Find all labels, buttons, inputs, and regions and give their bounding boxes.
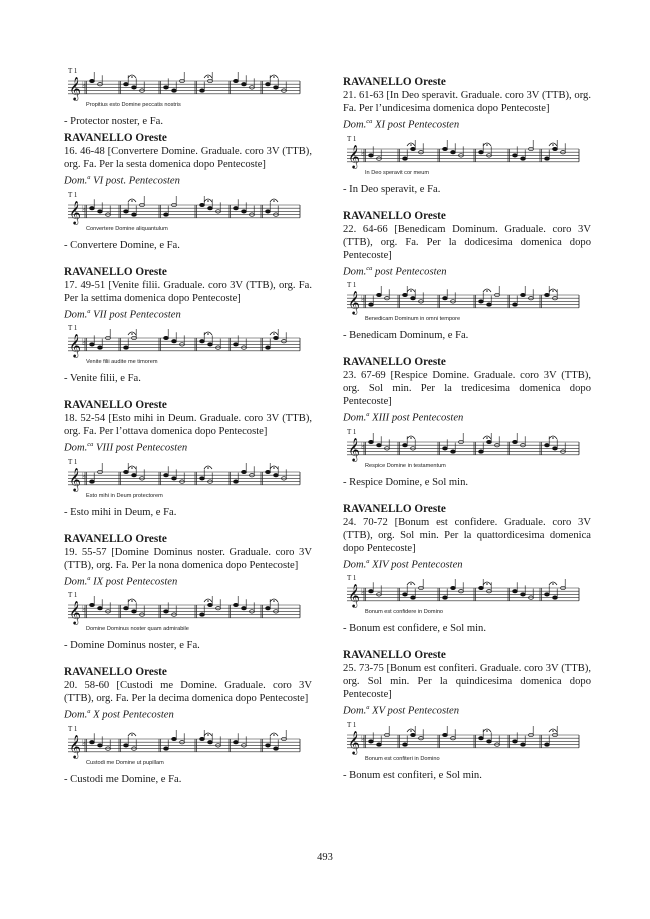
fermata-dot (207, 600, 209, 602)
dom-suffix: VI post. Pentecosten (90, 175, 180, 187)
note-head (98, 743, 103, 746)
note-head (172, 737, 177, 740)
liturgical-occasion (64, 572, 312, 589)
music-incipit (343, 574, 583, 620)
incipit-text: - Benedicam Dominum, e Fa. (343, 330, 469, 342)
dom-prefix: Dom. (343, 559, 367, 571)
incipit-lyric: Domine Dominus noster quam admirabile (86, 626, 189, 633)
note-head (164, 336, 169, 339)
fermata-dot (552, 437, 554, 439)
note-head (98, 607, 103, 610)
dom-prefix: Dom. (64, 576, 88, 588)
note-head (200, 613, 205, 616)
composer-name: RAVANELLO Oreste (343, 649, 446, 662)
note-head (234, 603, 239, 606)
composer-name: RAVANELLO Oreste (64, 132, 167, 144)
fermata-dot (131, 76, 133, 78)
dom-superscript: a (87, 174, 91, 181)
voice-label: T 1 (347, 134, 357, 143)
catalog-entry (343, 76, 591, 196)
note-head (266, 346, 271, 349)
note-head (208, 206, 213, 209)
note-head (164, 212, 169, 215)
fermata-dot (131, 600, 133, 602)
entry-description: 18. 52-54 [Esto mihi in Deum. Graduale. coro 3V (TTB), org. Fa. Per l’ottava domenica dopo Pentecoste] (64, 413, 312, 438)
note-head (513, 303, 518, 306)
dom-prefix: Dom. (64, 309, 88, 321)
fermata-dot (273, 200, 275, 202)
catalog-entry (343, 649, 591, 782)
note-head (124, 83, 129, 86)
incipit-text: - Bonum est confidere, e Sol min. (343, 623, 486, 635)
dom-prefix: Dom. (343, 705, 367, 717)
note-head (200, 89, 205, 92)
note-head (242, 607, 247, 610)
note-head (200, 203, 205, 206)
flat-icon: ♭ (82, 204, 87, 215)
music-incipit (343, 721, 583, 767)
note-head (369, 590, 374, 593)
incipit-lyric: Benedicam Dominum in omni tempore (365, 316, 461, 323)
note-head (90, 79, 95, 82)
fermata-dot (207, 76, 209, 78)
fermata-dot (486, 730, 488, 732)
fermata-dot (131, 333, 133, 335)
treble-clef-icon: 𝄞 (348, 290, 360, 315)
voice-label: T 1 (347, 574, 357, 583)
fermata-dot (273, 76, 275, 78)
note-head (403, 156, 408, 159)
incipit-lyric: Bonum est confiteri in Domino (365, 755, 440, 762)
note-head (513, 153, 518, 156)
note-head (234, 79, 239, 82)
dom-suffix: post Pentecosten (372, 266, 447, 278)
note-head (132, 610, 137, 613)
note-head (200, 476, 205, 479)
note-head (200, 340, 205, 343)
note-head (90, 206, 95, 209)
note-head (90, 740, 95, 743)
note-head (487, 303, 492, 306)
dom-suffix: VII post Pentecosten (90, 309, 181, 321)
fermata-dot (552, 583, 554, 585)
note-head (124, 209, 129, 212)
note-head (443, 297, 448, 300)
dom-superscript: a (366, 704, 370, 712)
entry-15-tail (64, 67, 312, 128)
fermata-dot (410, 730, 412, 732)
note-head (234, 343, 239, 346)
note-head (443, 733, 448, 736)
note-head (274, 747, 279, 750)
note-head (487, 739, 492, 742)
incipit-text: - Bonum est confiteri, e Sol min. (343, 769, 482, 781)
incipit-lyric: Propitius esto Domine peccatis nostris (86, 102, 181, 108)
note-head (403, 293, 408, 296)
entry-description: 21. 61-63 [In Deo speravit. Graduale. coro 3V (TTB), org. Fa. Per l’undicesima domenica dopo Pentecoste] (343, 90, 591, 114)
entry-description: 19. 55-57 [Domine Dominus noster. Graduale. coro 3V (TTB), org. Fa. Per la nona domenica dopo Pentecoste] (64, 546, 312, 571)
note-head (266, 470, 271, 473)
right-entries (343, 76, 591, 782)
note-head (443, 446, 448, 449)
note-head (124, 346, 129, 349)
dom-superscript: a (366, 411, 370, 419)
treble-clef-icon: 𝄞 (348, 729, 360, 754)
fermata-dot (273, 467, 275, 469)
note-head (479, 586, 484, 589)
note-head (451, 586, 456, 589)
dom-prefix: Dom. (343, 266, 367, 278)
composer-name: RAVANELLO Oreste (64, 666, 167, 679)
dom-superscript: ca (87, 441, 94, 449)
music-incipit (64, 191, 304, 237)
note-head (513, 739, 518, 742)
note-head (513, 590, 518, 593)
note-head (242, 470, 247, 473)
treble-clef-icon: 𝄞 (348, 583, 360, 608)
dom-suffix: XV post Pentecosten (369, 705, 460, 717)
treble-clef-icon: 𝄞 (348, 436, 360, 461)
page-number: 493 (317, 852, 333, 863)
note-head (403, 593, 408, 596)
incipit-text: - Venite filii, e Fa. (64, 373, 141, 385)
note-head (479, 150, 484, 153)
voice-label: T 1 (68, 724, 78, 733)
music-incipit (343, 135, 583, 181)
catalog-entry (343, 210, 591, 343)
note-head (479, 300, 484, 303)
entry-description: 16. 46-48 [Convertere Domine. Graduale. coro 3V (TTB), org. Fa. Per la sesta domenica dopo Pentecoste] (64, 146, 312, 170)
dom-suffix: IX post Pentecosten (90, 576, 178, 588)
dom-suffix: XIII post Pentecosten (369, 412, 464, 424)
flat-icon: ♭ (82, 338, 87, 349)
voice-label: T 1 (347, 720, 357, 729)
note-head (90, 479, 95, 482)
composer-name: RAVANELLO Oreste (64, 399, 167, 412)
treble-clef-icon: 𝄞 (69, 76, 81, 100)
treble-clef-icon: 𝄞 (69, 199, 81, 224)
note-head (234, 206, 239, 209)
note-head (172, 340, 177, 343)
incipit-text: - Esto mihi in Deum, e Fa. (64, 506, 177, 518)
note-head (208, 343, 213, 346)
fermata-dot (207, 734, 209, 736)
dom-suffix: XI post Pentecosten (372, 119, 460, 131)
note-head (266, 607, 271, 610)
entry-description: 17. 49-51 [Venite filii. Graduale. coro 3V (TTB), org. Fa. Per la settima domenica dopo Pentecoste] (64, 279, 312, 304)
flat-icon: ♭ (82, 471, 87, 482)
fermata-dot (552, 144, 554, 146)
composer-name: RAVANELLO Oreste (64, 265, 167, 278)
treble-clef-icon: 𝄞 (69, 733, 81, 758)
incipit-lyric: Convertere Domine aliquantulum (86, 225, 168, 232)
entry-description: 22. 64-66 [Benedicam Dominum. Graduale. coro 3V (TTB), org. Fa. Per la dodicesima domenica dopo Pentecoste] (343, 223, 591, 261)
note-head (545, 156, 550, 159)
incipit-lyric: Respice Domine in testamentum (365, 462, 446, 469)
liturgical-occasion (64, 305, 312, 322)
liturgical-occasion (64, 705, 312, 722)
liturgical-occasion (343, 262, 591, 279)
note-head (369, 153, 374, 156)
dom-prefix: Dom. (64, 175, 88, 187)
note-head (98, 209, 103, 212)
liturgical-occasion (343, 115, 591, 132)
incipit-text: - Domine Dominus noster, e Fa. (64, 640, 200, 652)
fermata-dot (131, 467, 133, 469)
note-head (124, 607, 129, 610)
fermata-dot (207, 467, 209, 469)
note-head (411, 596, 416, 599)
note-head (266, 743, 271, 746)
note-head (479, 736, 484, 739)
treble-clef-icon: 𝄞 (69, 466, 81, 491)
note-head (487, 440, 492, 443)
dom-prefix: Dom. (343, 119, 367, 131)
note-head (377, 743, 382, 746)
dom-superscript: a (366, 557, 370, 565)
music-incipit (343, 281, 583, 327)
fermata-dot (486, 437, 488, 439)
entry-description: 25. 73-75 [Bonum est confiteri. Graduale. coro 3V (TTB), org. Sol min. Per la quindicesima domenica dopo Pentecoste] (343, 663, 591, 701)
fermata-dot (552, 730, 554, 732)
music-incipit (64, 458, 304, 504)
fermata-dot (410, 583, 412, 585)
voice-label: T 1 (68, 324, 78, 333)
note-head (266, 209, 271, 212)
note-head (164, 610, 169, 613)
note-head (200, 737, 205, 740)
flat-icon: ♭ (82, 81, 87, 91)
catalog-entry (64, 399, 312, 519)
dom-suffix: XIV post Pentecosten (369, 559, 463, 571)
note-head (132, 86, 137, 89)
note-head (242, 83, 247, 86)
note-head (208, 740, 213, 743)
fermata-dot (131, 200, 133, 202)
note-head (521, 293, 526, 296)
note-head (443, 147, 448, 150)
voice-label: T 1 (68, 190, 78, 199)
fermata-dot (410, 437, 412, 439)
composer-name: RAVANELLO Oreste (64, 532, 167, 545)
catalog-entry (343, 503, 591, 636)
note-head (521, 156, 526, 159)
catalog-entry (64, 266, 312, 386)
incipit-lyric: Bonum est confidere in Domino (365, 609, 444, 616)
incipit-text: - Protector noster, e Fa. (64, 116, 164, 127)
note-head (451, 449, 456, 452)
flat-icon: ♭ (361, 734, 366, 745)
note-head (545, 593, 550, 596)
composer-name: RAVANELLO Oreste (343, 209, 446, 222)
note-head (403, 443, 408, 446)
catalog-entry (64, 666, 312, 786)
note-head (411, 733, 416, 736)
note-head (451, 150, 456, 153)
note-head (369, 739, 374, 742)
note-head (90, 603, 95, 606)
flat-icon: ♭ (361, 588, 366, 599)
composer-name: RAVANELLO Oreste (343, 76, 446, 88)
dom-superscript: a (87, 307, 91, 315)
fermata-dot (131, 734, 133, 736)
incipit-text: - Respice Domine, e Sol min. (343, 476, 469, 488)
dom-superscript: ca (366, 118, 373, 125)
liturgical-occasion (64, 438, 312, 455)
liturgical-occasion (343, 408, 591, 425)
note-head (132, 212, 137, 215)
note-head (521, 593, 526, 596)
fermata-dot (207, 200, 209, 202)
fermata-dot (552, 290, 554, 292)
dom-prefix: Dom. (64, 442, 88, 454)
note-head (98, 346, 103, 349)
note-head (369, 440, 374, 443)
note-head (274, 473, 279, 476)
left-column (64, 64, 312, 800)
note-head (172, 89, 177, 92)
note-head (553, 446, 558, 449)
fermata-dot (273, 600, 275, 602)
voice-label: T 1 (68, 591, 78, 600)
fermata-dot (207, 333, 209, 335)
note-head (521, 743, 526, 746)
liturgical-occasion (343, 701, 591, 718)
incipit-lyric: Venite filii audite me timorem (86, 359, 158, 366)
note-head (266, 83, 271, 86)
catalog-entry (64, 533, 312, 653)
dom-suffix: X post Pentecosten (90, 709, 174, 721)
note-head (369, 303, 374, 306)
note-head (545, 443, 550, 446)
note-head (553, 147, 558, 150)
voice-label: T 1 (68, 67, 78, 75)
note-head (132, 473, 137, 476)
incipit-lyric: In Deo speravit cor meum (365, 169, 430, 176)
incipit-text: - In Deo speravit, e Fa. (343, 183, 441, 195)
incipit-text: - Convertere Domine, e Fa. (64, 239, 180, 251)
fermata-dot (486, 144, 488, 146)
dom-suffix: VIII post Pentecosten (93, 442, 188, 454)
fermata-dot (273, 333, 275, 335)
note-head (164, 86, 169, 89)
note-head (164, 473, 169, 476)
catalog-entry (64, 132, 312, 252)
note-head (443, 596, 448, 599)
note-head (274, 336, 279, 339)
right-column (343, 76, 591, 796)
catalog-entry (343, 356, 591, 489)
note-head (208, 603, 213, 606)
note-head (164, 747, 169, 750)
note-head (545, 293, 550, 296)
music-incipit (64, 67, 304, 113)
voice-label: T 1 (347, 427, 357, 436)
music-incipit (64, 591, 304, 637)
music-incipit (343, 428, 583, 474)
dom-prefix: Dom. (64, 709, 88, 721)
music-incipit (64, 725, 304, 771)
flat-icon: ♭ (361, 148, 366, 159)
entry-description: 23. 67-69 [Respice Domine. Graduale. coro 3V (TTB), org. Sol min. Per la tredicesima domenica dopo Pentecoste] (343, 370, 591, 408)
note-head (90, 343, 95, 346)
left-entries (64, 132, 312, 786)
incipit-text: - Custodi me Domine, e Fa. (64, 773, 182, 785)
fermata-dot (486, 290, 488, 292)
fermata-dot (410, 290, 412, 292)
flat-icon: ♭ (82, 605, 87, 616)
note-head (234, 479, 239, 482)
flat-icon: ♭ (361, 295, 366, 306)
treble-clef-icon: 𝄞 (348, 143, 360, 168)
note-head (411, 297, 416, 300)
note-head (553, 596, 558, 599)
liturgical-occasion (343, 555, 591, 572)
note-head (124, 470, 129, 473)
note-head (513, 440, 518, 443)
treble-clef-icon: 𝄞 (69, 600, 81, 625)
note-head (172, 476, 177, 479)
fermata-dot (486, 583, 488, 585)
fermata-dot (273, 734, 275, 736)
dom-superscript: a (87, 574, 91, 582)
voice-label: T 1 (68, 457, 78, 466)
note-head (242, 209, 247, 212)
flat-icon: ♭ (361, 441, 366, 452)
note-head (545, 743, 550, 746)
dom-prefix: Dom. (343, 412, 367, 424)
music-incipit (64, 324, 304, 370)
fermata-dot (410, 144, 412, 146)
treble-clef-icon: 𝄞 (69, 333, 81, 358)
note-head (479, 449, 484, 452)
incipit-lyric: Custodi me Domine ut pupillam (86, 759, 164, 766)
voice-label: T 1 (347, 281, 357, 290)
note-head (377, 293, 382, 296)
flat-icon: ♭ (82, 738, 87, 749)
note-head (124, 743, 129, 746)
entry-description: 24. 70-72 [Bonum est confidere. Graduale. coro 3V (TTB), org. Sol min. Per la quattordicesima domenica dopo Pentecoste] (343, 516, 591, 554)
liturgical-occasion (64, 171, 312, 188)
composer-name: RAVANELLO Oreste (343, 356, 446, 369)
note-head (274, 86, 279, 89)
incipit-lyric: Esto mihi in Deum protectorem (86, 492, 163, 499)
note-head (403, 743, 408, 746)
entry-description: 20. 58-60 [Custodi me Domine. Graduale. coro 3V (TTB), org. Fa. Per la decima domenica dopo Pentecoste] (64, 680, 312, 705)
dom-superscript: a (87, 708, 91, 716)
dom-superscript: ca (366, 264, 373, 272)
note-head (234, 740, 239, 743)
note-head (377, 443, 382, 446)
note-head (411, 147, 416, 150)
composer-name: RAVANELLO Oreste (343, 502, 446, 515)
